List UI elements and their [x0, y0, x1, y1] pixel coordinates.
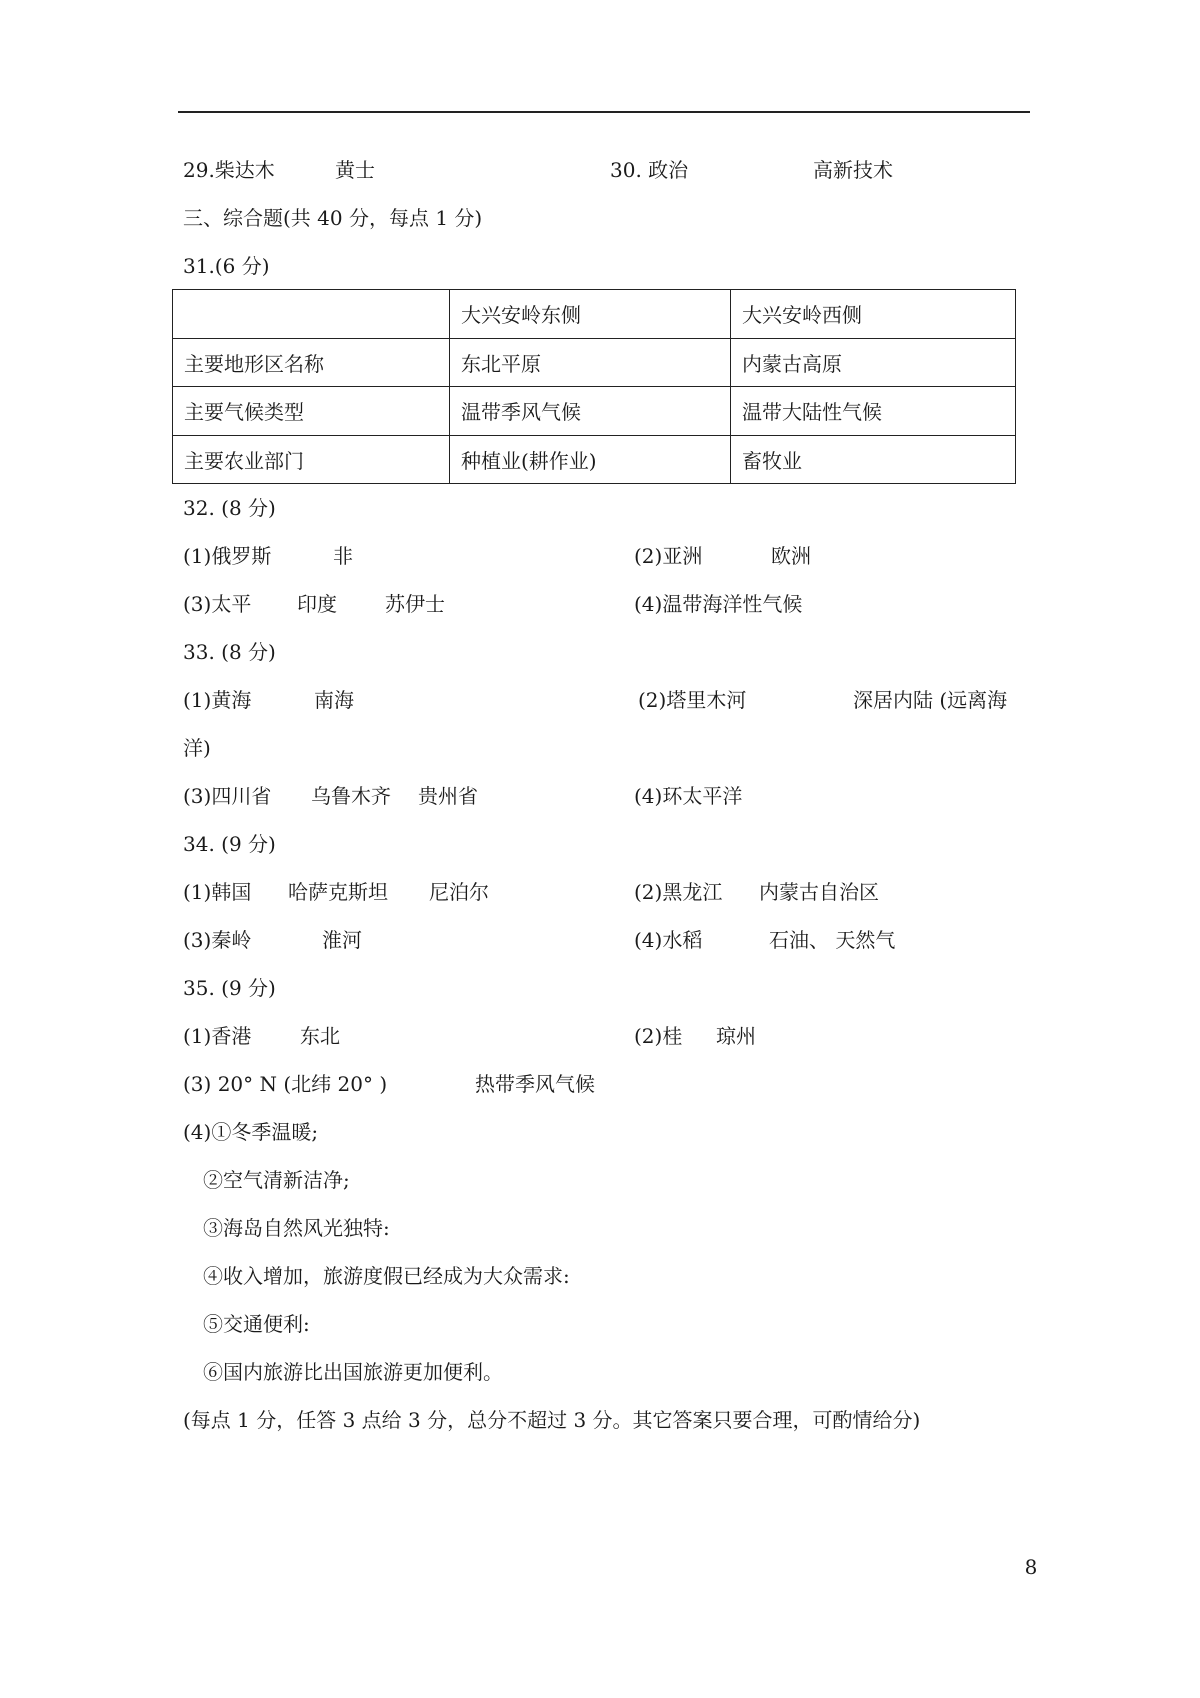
answer-text: 尼泊尔	[429, 880, 489, 904]
answer-text: 石油、 天然气	[769, 928, 896, 952]
question-34-title: 34. (9 分)	[183, 832, 276, 856]
table-header-row	[173, 290, 1016, 339]
header-rule	[178, 111, 1030, 113]
answer-line-35-2	[183, 1069, 1023, 1099]
answer-29-b: 黄士	[335, 158, 375, 182]
answer-line-33-1	[183, 685, 1023, 715]
answer-line-35-4: (4)①冬季温暖;	[183, 1120, 319, 1144]
table-row	[173, 387, 1016, 436]
answer-text: 淮河	[322, 928, 362, 952]
table-cell	[173, 290, 450, 339]
table-cell: 主要农业部门	[173, 435, 450, 484]
scoring-note: (每点 1 分，任答 3 点给 3 分，总分不超过 3 分。其它答案只要合理，可酌情给分)	[183, 1408, 921, 1432]
answer-text: (3)四川省	[183, 784, 272, 808]
table-cell: 东北平原	[450, 338, 731, 387]
answer-text: 热带季风气候	[475, 1072, 595, 1096]
answer-text: 印度	[297, 592, 337, 616]
answer-text: (1)香港	[183, 1024, 252, 1048]
answer-text: (2)塔里木河	[638, 688, 747, 712]
table-cell: 温带大陆性气候	[731, 387, 1016, 436]
answer-text: 非	[333, 544, 353, 568]
table-cell: 温带季风气候	[450, 387, 731, 436]
answer-text: 苏伊士	[385, 592, 445, 616]
section-heading: 三、综合题(共 40 分，每点 1 分)	[183, 206, 483, 230]
answer-text: (3)秦岭	[183, 928, 252, 952]
table-cell: 畜牧业	[731, 435, 1016, 484]
answer-line-33-2	[183, 781, 1023, 811]
answer-point: ③海岛自然风光独特:	[203, 1216, 390, 1240]
answer-text: (1)韩国	[183, 880, 252, 904]
answer-text: (3) 20° N (北纬 20° )	[183, 1072, 388, 1096]
answer-point: ⑤交通便利:	[203, 1312, 310, 1336]
table-cell: 主要气候类型	[173, 387, 450, 436]
answer-text: 东北	[300, 1024, 340, 1048]
answer-text: (4)温带海洋性气候	[634, 592, 803, 616]
answer-29: 29.柴达木	[183, 158, 275, 182]
answer-text: 南海	[314, 688, 354, 712]
answer-text: 贵州省	[418, 784, 478, 808]
question-32-title: 32. (8 分)	[183, 496, 276, 520]
answer-text: 乌鲁木齐	[311, 784, 391, 808]
answer-30-b: 高新技术	[813, 158, 893, 182]
page-number: 8	[1024, 1555, 1038, 1579]
table-row	[173, 338, 1016, 387]
answer-text: 琼州	[716, 1024, 756, 1048]
answer-line-29-30	[183, 155, 1023, 185]
answer-text: 欧洲	[771, 544, 811, 568]
answer-text: 深居内陆 (远离海	[853, 688, 1008, 712]
table-cell: 大兴安岭东侧	[450, 290, 731, 339]
table-cell: 种植业(耕作业)	[450, 435, 731, 484]
answer-point: ⑥国内旅游比出国旅游更加便利。	[203, 1360, 503, 1384]
answer-text: (2)桂	[634, 1024, 683, 1048]
answer-line-32-2	[183, 589, 1023, 619]
answer-text: 内蒙古自治区	[759, 880, 879, 904]
table-row	[173, 435, 1016, 484]
answer-text: (4)环太平洋	[634, 784, 743, 808]
answer-line-34-1	[183, 877, 1023, 907]
question-33-title: 33. (8 分)	[183, 640, 276, 664]
answer-text: (3)太平	[183, 592, 252, 616]
question-35-title: 35. (9 分)	[183, 976, 276, 1000]
answer-line-32-1	[183, 541, 1023, 571]
answer-line-33-cont: 洋)	[183, 736, 211, 760]
answer-text: (2)黑龙江	[634, 880, 723, 904]
answer-text: (2)亚洲	[634, 544, 703, 568]
answer-text: (4)水稻	[634, 928, 703, 952]
table-cell: 大兴安岭西侧	[731, 290, 1016, 339]
answer-line-35-1	[183, 1021, 1023, 1051]
question-31-title: 31.(6 分)	[183, 254, 270, 278]
answer-text: (1)黄海	[183, 688, 252, 712]
answer-text: 哈萨克斯坦	[288, 880, 388, 904]
answer-point: ④收入增加，旅游度假已经成为大众需求:	[203, 1264, 570, 1288]
answer-line-34-2	[183, 925, 1023, 955]
table-cell: 内蒙古高原	[731, 338, 1016, 387]
answer-30: 30. 政治	[610, 158, 689, 182]
answer-point: ②空气清新洁净;	[203, 1168, 350, 1192]
answer-table-31	[172, 289, 1016, 484]
table-cell: 主要地形区名称	[173, 338, 450, 387]
answer-text: (1)俄罗斯	[183, 544, 272, 568]
